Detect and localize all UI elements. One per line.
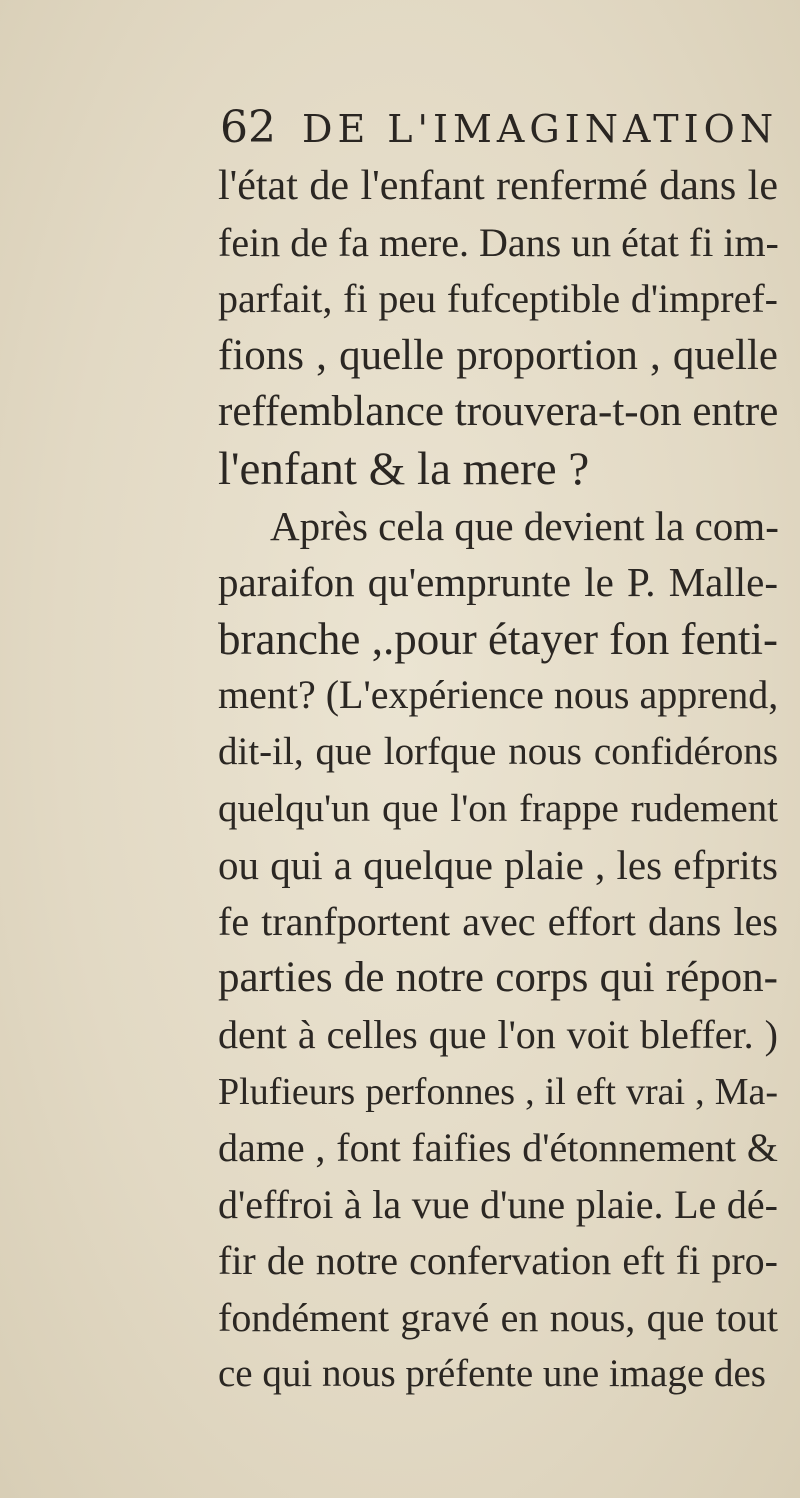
text-line: dent à celles que l'on voit bleffer. ) [218, 1011, 778, 1057]
text-line: l'enfant & la mere ? [218, 442, 590, 495]
text-line: Plufieurs perfonnes , il eft vrai , Ma- [218, 1070, 778, 1113]
page-header [220, 102, 778, 162]
text-line: d'effroi à la vue d'une plaie. Le dé- [218, 1181, 778, 1227]
text-line: dame , font faifies d'étonnement & [218, 1125, 778, 1171]
text-line: fe tranfportent avec effort dans les [218, 898, 778, 944]
text-line: l'état de l'enfant renfermé dans le [218, 163, 778, 209]
text-line: dit-il, que lorfque nous confidérons [218, 729, 778, 773]
text-line: Après cela que devient la com- [270, 502, 779, 549]
text-line: paraifon qu'emprunte le P. Malle- [218, 559, 778, 606]
text-line: ce qui nous préfente une image des [218, 1352, 766, 1396]
text-line: fein de fa mere. Dans un état fi im- [218, 219, 779, 265]
text-line: quelqu'un que l'on frappe rudement [218, 786, 778, 830]
text-line: fions , quelle proportion , quelle [218, 331, 778, 379]
text-line: branche ,.pour étayer fon fenti- [218, 613, 778, 664]
running-head: DE L'IMAGINATION [302, 107, 779, 151]
text-line: fir de notre confervation eft fi pro- [218, 1238, 778, 1284]
text-line: parties de notre corps qui répon- [218, 954, 778, 1002]
text-line: fondément gravé en nous, que tout [218, 1294, 778, 1340]
page-number: 62 [220, 102, 276, 153]
body-text [218, 158, 778, 1403]
text-line: reffemblance trouvera-t-on entre [218, 388, 779, 436]
text-line: parfait, fi peu fufceptible d'impref- [218, 276, 778, 322]
text-line: ou qui a quelque plaie , les efprits [218, 842, 778, 889]
text-line: ment? (L'expérience nous apprend, [218, 672, 779, 718]
